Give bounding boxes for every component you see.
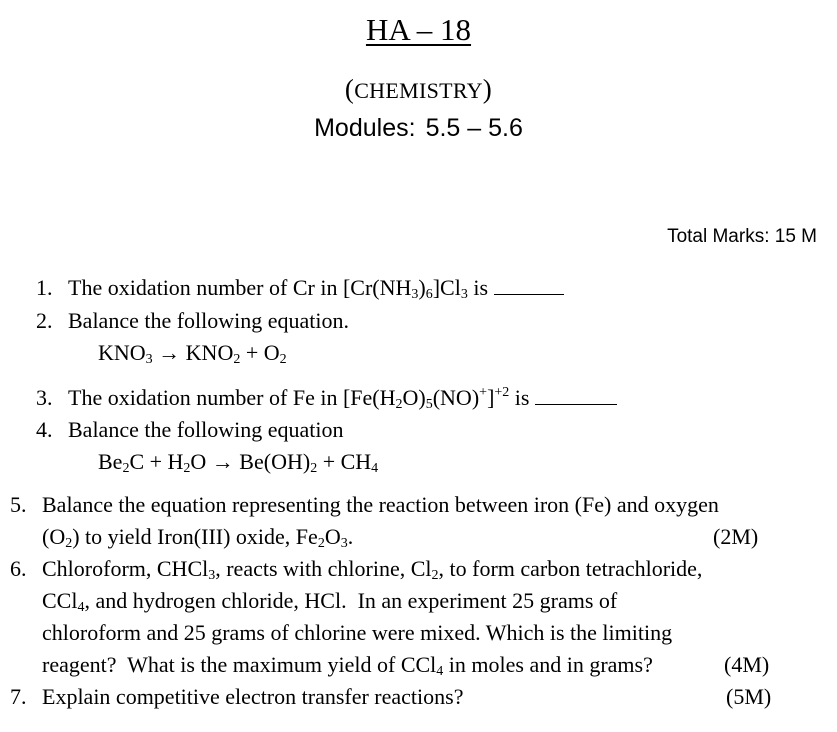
question-line: chloroform and 25 grams of chlorine were mixed. Which is the limiting [42,620,673,645]
marks-label: (5M) [726,684,772,709]
question-number: 7. [10,684,27,709]
question-1 [36,272,494,304]
question-text: Balance the following equation. [68,308,350,333]
marks-label: (4M) [724,652,770,677]
question-line: Balance the equation representing the reaction between iron (Fe) and oxygen [42,492,719,517]
subject-heading: (CHEMISTRY) [344,74,493,104]
equation-q4: $Be_2C + H_2O \to Be(OH)_2 + CH_4$ [98,449,379,476]
question-number: 3. [36,385,53,410]
question-number: 5. [10,492,27,517]
question-7 [10,681,810,713]
question-number: 6. [10,556,27,581]
question-3 [36,382,535,414]
question-6 [10,553,810,679]
question-line: $(O_2)$ to yield Iron(III) oxide, $Fe_2O_3$. [42,524,354,551]
question-text [42,553,702,681]
total-marks: Total Marks: 15 M [667,226,817,247]
modules-heading: Modules: 5.5 – 5.6 [314,114,523,142]
question-text [42,489,719,553]
question-5 [10,489,810,551]
question-number: 1. [36,275,53,300]
document-title: HA – 18 [365,12,472,47]
question-text: The oxidation number of Cr in $[Cr(NH_3)_6]Cl_3$ is [68,272,564,304]
question-text: Balance the following equation [68,417,344,442]
equation-q2: $KNO_3 \to KNO_2 + O_2$ [98,340,287,367]
question-4 [36,414,344,446]
question-text: Explain competitive electron transfer reactions? [42,684,464,709]
question-number: 2. [36,308,53,333]
question-line: CCl$_4$, and hydrogen chloride, HCl. In an experiment 25 grams of [42,588,618,615]
question-line: reagent? What is the maximum yield of CCl$_4$ in moles and in grams? [42,652,653,679]
question-number: 4. [36,417,53,442]
question-text: The oxidation number of Fe in $[Fe(H_2O)_5(NO)^+]^{+2}$ is [68,382,617,414]
question-2 [36,305,350,337]
marks-label: (2M) [713,524,759,549]
question-line: Chloroform, CHCl$_3$, reacts with chlorine, $Cl_2$, to form carbon tetrachloride, [42,556,703,583]
